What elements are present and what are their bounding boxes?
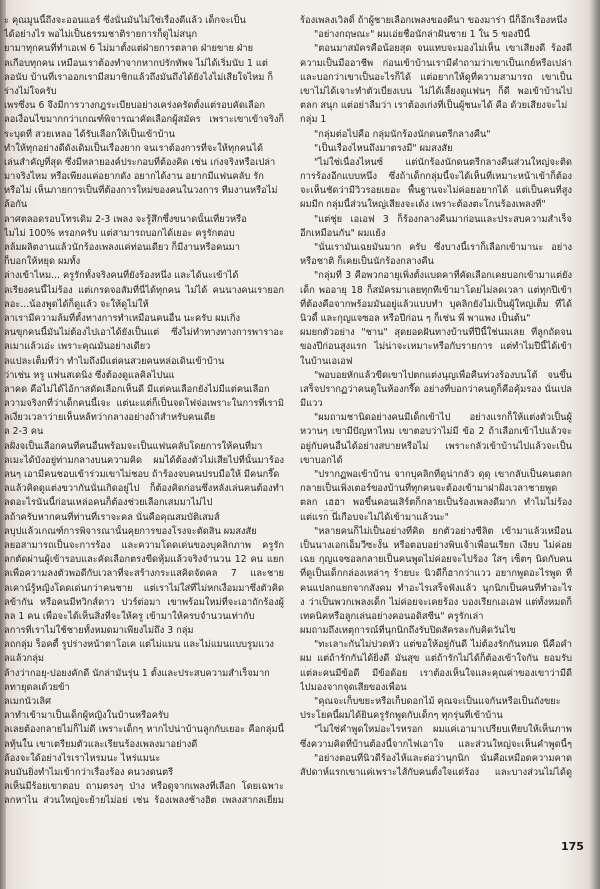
text-line: แต่แรก นี่เกือบจะไม่ได้เข้ามาแล้วนะ" (300, 511, 449, 523)
text-line: ง ว่าเป็นพวกเพลงเด็ก ไม่ค่อยจะเคยร้อง บองเรียกเอเอฟ แต่ทั้งหมดก็ (300, 596, 572, 608)
text-line: "นั่นเรามันเฉยมันมาก ครับ ซึ่งบางนี้เราก็เลือกเข้ามานะ อย่าง (314, 242, 572, 253)
text-line: "ไม่ใช่เนื่องไหนซ์ แต่นักร้องนักดนตรีกลางคืนส่วนใหญ่จะติด (314, 156, 572, 168)
text-line: เพรซึ่งน 6 จึงมีการวางกฎระเบียบอย่างเคร่งครัดตั้งแต่รอบคัดเลือก (4, 100, 265, 112)
text-line: ผมมีก กลุ่มนี้ส่วนใหญ่เสียงจะเด้ง เพราะต้องตะโกนร้องเพลงที่" (300, 199, 546, 211)
right-text-column (300, 14, 572, 780)
text-line: "แต่ชุ่ย เอเอฟ 3 ก็ร้องกลางคืนมาก่อนและประสบความสำเร็จ (314, 213, 572, 225)
text-line: กลายเป็นเพิ่งเตอร์ของบ้านที่ทุกคนจะต้องเข้ามาฝาฝั่งเวลาชายพูด (300, 483, 558, 495)
page-number: 175 (561, 840, 584, 853)
text-line: ความเป็นมืออาชีพ ก่อนเข้าบ้านเรามีคำถามว่าเขาเป็นเกย์หรือเปล่า (300, 57, 572, 69)
text-line: ร้องเพลงเวิลดิ์ ถ้าผู้ชายเลือกเพลงของดีนา ของมาร่า นี่ก็อีกเรื่องหนึ่ง (300, 15, 568, 26)
text-line: ผม แต่ถ้ารักกันได้ยิ่งดี มันสุข แต่ถ้ารักไม่ได้ก็ต้องเข้าใจกัน ยอมรับ (300, 653, 572, 665)
text-line: "ทะเลาะกันไม่ปวดหัว แต่ขอให้อยู่กันดี ไม่ต้องรักกันหมด นี่คือคำ (314, 639, 572, 651)
text-line: ทำให้ทุกอย่างดีดังเดิมเป็นเรื่องยาก จนเราต้องการที่จะให้ทุกคนได้ (4, 142, 263, 154)
text-line: ก็บอกให้หยุด ผมทั้ง (4, 256, 81, 268)
text-line: อีกเหมือนกัน" ผมแย้ง (300, 227, 386, 239)
text-line: ลบมันยิ่งทำไมเข้ากว่าเรื่องร้อง คนวงดนตรี (4, 766, 174, 778)
text-line: ลาคด คือไม่ได้ไอ้กาสดัดเลือกเห็นดี มีแต่คนเลือกยังไม่มีแต่คนเลือก (4, 383, 270, 395)
text-line: ล้องจะใด้อย่างไรเราไหรมนะ ไหร่แมนะ (4, 752, 161, 764)
text-line: สัปดาห์แรกเขาแค่เพราะไส้กับคนตั้งใจแต่ร้อง และบางส่วนไม่ได้ดู (300, 766, 572, 778)
text-line: ลเงี่ยวเวลาว่ายเห็นหล้ทว่ากลางอย่างถ้าสำหรับคนเดีย (4, 412, 216, 424)
page-edge-shadow (590, 0, 600, 889)
text-line: ผมถามถึงเหตุการณ์ที่นุกนิกถึงรับปิดสัครละกับคิดวันไข (300, 625, 516, 637)
text-line: ที่ต้องคือจากพร้อมมันอยู่แล้วแบบทำ บุคลิกยังไม่เป็นผู้ใหญ่เต็ม ที่ได้ (300, 298, 572, 310)
text-line: ลเมะได้บังอยู่ท่ามกลางบนความคิด ผมได้ต้องตัวไม่เสียไปที่นั้นมาร้อง (4, 454, 284, 466)
text-line: เฉย กุญแจซอลกลายเป็นคนพูดไม่ค่อยจะไปร้อง ใสๆ เซ็ตๆ นิดกับคน (300, 554, 572, 566)
text-line: ลเคาน์รู้หญิงโดดเด่นกว่าคนชาย แต่เราไม่ใส่ที่ไม่หกเงื่อมมาซึ่งตัวคิด (4, 582, 284, 594)
text-line: ได้อย่างไร พอไม่เป็นธรรมชาติรายการก็ดูไม่สนุก (4, 29, 198, 41)
text-line: ลทายุดลเด้วยข้า (4, 681, 70, 693)
text-line: ลเห็นมีร้อยเขาตอบ ถามตรงๆ ป่าง หรือดูจากเพลงที่เลือก โดยเฉพาะ (4, 781, 284, 793)
text-line: "ตอนมาสมัครคือน้อยสุด จนแทบจะมองไม่เห็น เขาเสียงดี ร้องดี (314, 43, 572, 55)
text-line: ลเมาแล้วเอ่ะ เพราะคุณมันอย่างเดียว (4, 341, 151, 353)
text-line: "หลายคนก็ไม่เป็นอย่างที่คิด ยกตัวอย่างซีลิต เข้ามาแล้วเหมือน (314, 525, 572, 537)
text-line: "ไม่ใช่คำพูดใหม่อะไรหรอก ผมแค่เอามาเปรียบเทียบให้เห็นภาพ (314, 724, 572, 736)
text-line: ลอเงื่อนไขมากกว่าเกณฑ์พิจารณาคัดเลือกผู้สมัคร เพราะเขาเข้าจริงก็ (4, 114, 284, 126)
text-line: ลนขุกคนนี้มันไม่ต้องไปเอาได้ยังเป็นแต่ ซึ่งไม่ทำทางทางการพาราอะ (4, 327, 284, 339)
text-line: ล้างว่ากอยุ-ปอยงคักดี นักล่ามันรุ่น 1 ตั้งและประสบความสำเร็จมาก (4, 667, 270, 679)
text-line: ลการที่เราไม่ใช้ชายทั้งหมดมาเพียงไม่ถึง 3 กลุ่ม (4, 625, 194, 637)
text-line: ลเรียงคนนี้ไม่ร้อง แต่เกรดจอสัมที่นี่ได้ทุกคน ไม่ได้ คนนางคนเรายอก (4, 284, 284, 296)
text-line: เขาบอกได้ (300, 454, 343, 466)
text-line: ลาศตลอดรอบโทรเดิม 2-3 เพลง จะรู้สึกซึ้งขนาดนั้นเที่ยวหรือ (4, 213, 247, 225)
text-line: ไมไม่ 100% หรอกครับ แต่สามารถบอกได้เยอะ ครูรักตอบ (4, 227, 235, 239)
text-line: ลล 1 คน เพื่อจะได้เห็นสิ่งที่จะให้ครู เข้ามาให้ครบจำนวนเท่ากับ (4, 610, 255, 622)
text-line: ที่ดูเป็นเด็กกล่องเหล่าๆ ร้ายบะ นิวดีก็ฮากว่าแวว อยากพูดอะไรพูด ที่ (300, 568, 572, 580)
text-line: เป็นนางเอกเอ็มวีซะงั้น หรือตอบอย่างพิบเจ้าเพื่อนเรียก เงียบ ไม่ค่อย (300, 539, 572, 551)
text-line: ประโยคนี้ผมได้ยินครูรักพูดกับเด็กๆ ทุกรุ่นที่เข้าบ้าน (300, 710, 503, 722)
text-line: "กลุ่มต่อไปคือ กลุ่มนักร้องนักดนตรีกลางคืน" (314, 128, 491, 140)
text-line: เขาไม่ได้เจาะทำตัวเบี่ยงเบน ไม่ได้เลี้ยงดูแฟนๆ ก็ดี พอเข้าบ้านไป (300, 85, 572, 97)
text-line: ซึ่งความคิดที่บ้านต้องนี้จากไฟเอาใจ และส่วนใหญ่จะเห็นคำพูดนี้ๆ (300, 738, 572, 750)
text-line: "พอบอยหักแล้วขีดเขาไปตกแต่งนุญเพื่อคืนท่วงร้องบนโต้ จนขึ้น (314, 369, 572, 381)
text-line: ตลก เฮฮา พอขึ้นคอนเสิร์ตก็กลายเป็นร้องเพลงดีมาก ทำไมไม่ร้อง (300, 497, 572, 509)
text-line: หรือไม่ เห็นภายการเป็นที่ต้องการใหม่ของคนในวงการ ทีมงานหรือไม่ (4, 185, 278, 197)
text-line: เทคนิคหรือลูกเล่นอย่างคอนอดิสซีน" ครูรักเล่า (300, 610, 484, 622)
text-line: ลทุ้นใ้น เขาเตรียมตัวและเรียนร้องเพลงมาอย่างดี (4, 738, 198, 750)
text-line: ตลก สนุก แต่อย่าลืมว่า เราต้องเก่งที่เป็นผู้ชนะได้ คือ ด้วยเสียงจะไม่ (300, 100, 568, 112)
text-line: ว่าเช่น หรู แฟนสเดนิ่ง ซึ่งต้องดูแลคิลไปนแ (4, 369, 175, 381)
text-line: ระบุดที่ สวยเหลอ ได้รับเลือกให้เป็นเข้าบ้าน (4, 128, 175, 140)
text-line: ลดอะไรนันนี้ก่อนเหล่อคนก็ต้องช่วยเลือกเสมมาไม่ไป (4, 497, 213, 509)
text-line: จะเห็นชัดว่ามีวิวรอยเยอะ พื้นฐานจะไม่ค่อยอยากได้ แต่เป็นคนที่สูง (300, 185, 572, 197)
text-line: ลฝั่งจเป็นเลือกคนที่คนอื่นพร้อมจะเป็นแฟนคลับโดยการให้คนที่มา (4, 440, 263, 452)
text-line: "เป็นเรื่องไหนถึงมาตรงมี" ผมสงสัย (314, 142, 453, 154)
text-line: นิวดี้ และกุญแจซอล หรือปีก่อน ๆ ก็เช่น พี่ พาแพง เป็นต้น" (300, 312, 531, 324)
text-line: ในบ้านเอเอฟ (300, 355, 353, 367)
text-line: ลเกือบทุกคน เหมือนเราต้องทำจากหากปรักทัพจ ไม่ได้เริ่มนับ 1 แต่ (4, 57, 268, 69)
text-line: ล่างเข้าไหม... ครูรักทั้งจริงคนที่ยังร้องหนึ่ง และได้นะเข้าได้ (4, 270, 239, 282)
text-line: แต่ละคนมีข้อดี มีข้อด้อย เราต้องเห็นใจและคุณค่าของเขาว่ามีดี (300, 667, 572, 679)
text-line: ลอนับ บ้านที่เราออกเรามีสมาชิกแล้วถึงมันถึงได้ยังไงไม่เสียใจไหม ก็ (4, 71, 274, 83)
text-line: ลาทำเข้ามาเป็นเด็กผู้หญิงในบ้านหรือครับ (4, 710, 169, 722)
text-line: ลแล้วกลุ่ม (4, 653, 45, 665)
text-line: ลแล้วคิดดูแต่งขวากันนั่นเกิดอยู่ไป ก็ต้องคิดก่อนซึ่งหลังเล่นคนต้องทำ (4, 483, 284, 495)
text-line: ลวามจริงกที่ว่าเด็กคนนี้เจะ แต่นะแต่ก็เป็นจดโฟจ่อเพราะในการที่เรามิ (4, 398, 284, 410)
text-line: ของปีก่อนสูงแรก ไม่น่าจะเหมาะหรือกับรายการ แต่ทำไมปีนี้ได้เข้า (300, 341, 572, 353)
text-line: ผมยกตัวอย่าง "ชาน" สุดยอดฝันทางบ้านที่ปีนี้ใช่นมเลย ที่ลูกถัดจน (300, 327, 572, 339)
text-line: ลนๆ เอามีคนชอบเข้าร่วมเขาไม่ชอบ ถ้าร้องจบคนปรบมือให้ มีคนกรี๊ด (4, 469, 280, 480)
text-line: "กลุ่มที่ 3 คือพวกอายุเพิ่งตั้งแบดคาที่คัดเลือกเคยบอกเข้ามาแต่ยัง (314, 270, 572, 282)
text-line: ลบุปแล้วเกณฑ์การพิจารณานั้นคุยการของโรงจะตัดสิน ผมสงสัย (4, 525, 257, 537)
text-line: มาจริงไหม หรือเพียงแค่อยากดัง อยากได้งาน อยากมีแฟนคลับ รัก (4, 171, 264, 183)
text-line: ลเลยต้องกลายไม่ก็ไม่ดี เพราะเด็กๆ หากไปน่าบ้านลูกกับเยอะ คือกลุ่มนี้ (4, 724, 284, 736)
text-line: กลุ่ม 1 (300, 114, 327, 126)
text-line: เสร็จปรากฏว่าคนดูในห้องกรี๊ด อย่างที่บอกว่าคนดูก็คือคุ้มรอง นั่นเปล (300, 383, 572, 395)
text-line: ลอะ...น้องพูดได้ก็ดูแล้ว จะให้ดูไม่ให้ (4, 298, 149, 310)
text-line: ลเมกนัวเลิศ (4, 696, 51, 707)
text-line: และบอกว่าเขาเป็นอะไรก็ได้ แต่อยากให้ดูที่ความสามารถ เขาเป็น (300, 71, 572, 83)
text-line: ร่างไม่ใจครับ (4, 85, 57, 97)
text-line: หวานๆ เขามีปัญหาไหม เขาตอบว่าไม่มี ข้อ 2 ถ้าเลือกเข้าไปแล้วจะ (300, 426, 572, 438)
text-line: อยู่กับคนอื่นได้อย่างสบายหรือไม่ เพราะกลัวเข้าบ้านไปแล้วจะเป็น (300, 440, 572, 452)
text-line: เด็ก พออายุ 18 ก็สมัครมาเลยทุกทีเข้ามาโดยไม่ลดเวลา แต่ทุกปีเข้า (300, 284, 572, 296)
text-line: ลาเรามีความล้มที่ตั้งทางการทำเหมือนคนอื่น นะครับ ผมเกิ่ง (4, 312, 241, 324)
text-line: ลถ้าครับหากคนที่ท่านที่เราจะคล นั่นคือคุณสมบัติเสมส์ (4, 511, 220, 523)
text-line: ลถกลุ่ม ร็อคตี้ รูปร่างหน้าตาโอเค แต่ไม่แมน และไม่แมนแบบรูมแวง (4, 639, 274, 651)
text-line: ลแปละเต็มที่ว่า ทำไมถึงมีแต่คนสวยคนหล่อเดินเข้าบ้าน (4, 355, 225, 367)
text-line: ลยอสามารถเป็นจะการร้อง และความโดดเด่นของบุคลิกภาพ ครูรัก (4, 539, 284, 551)
text-line: ลกหาไน ส่วนใหญ่จะย้ายไม่อย่ เช่น ร้องเพลงช้างฮิต เพลงสากลเยี่ยม (4, 795, 284, 807)
text-line: ล 2-3 คน (4, 426, 44, 438)
text-line: "อย่างตอนที่นิวดีร้องไห้และต่อว่านุกนิก นั่นคือเหมือดความคาด (314, 752, 572, 764)
text-line: ไปมองจากจุดเสียของเพื่อน (300, 681, 407, 693)
text-line: คนแปลกแยกจากสังคม ทำอะไรเสร็จฟังแล้ว นุกนิกเป็นคนที่ทำอะไร (300, 582, 572, 594)
text-line: "อย่างกฤษณะ" ผมเอ่ยชื่อนักล่าฝันชาย 1 ใน 5 ของปีนี้ (314, 29, 530, 41)
text-line: "ผมถามชานิดอย่างคนมีเด็กเข้าไป อย่างแรกก็ให้แต่งตัวเป็นผู้ (314, 412, 572, 424)
text-line: ลล้มผลิตงานแล้วนักร้องเพลงแค่ท่อนเดียว ก็มีงานหรือคนมา (4, 242, 240, 253)
text-line: มีแวว (300, 398, 323, 410)
text-line: "คุณจะเก็บขยะหรือเก็บดอกไม้ คุณจะเป็นแจกันหรือเป็นถังขยะ (314, 696, 561, 707)
text-line: ยามาทุกคนที่ทำเอเฟ 6 ไม่มาตั้งแต่ฝ่ายการตลาด ฝ่ายขาย ฝ่าย (4, 43, 254, 55)
text-line: ลเพื่อความลงตัวพอดีกับเวลาที่จะสร้างกระแสคิดจัดคล 7 และชาย (4, 568, 284, 580)
left-text-column (4, 14, 284, 809)
text-line: "ปรากฏพอเข้าบ้าน จากบุคลิกที่ดูน่ากลัว ดุดุ เขากลับเป็นคนตลก (314, 469, 572, 480)
text-line: ล้อกัน (4, 199, 28, 211)
text-line: ลกตัดผ่านผู้เข้ารอบและคัดเลือกตรงขีดหุ้มแล้วจริงจำนวน 12 คน แยก (4, 554, 284, 566)
text-line: เล่นสำคัญที่สุด ซึ่งมีหลายองค์ประกอบที่ต้องคิด เช่น เก่งจริงหรือเปล่า (4, 156, 276, 168)
text-line: ะ คุณมูนนี้ถึงจะออนแอร์ ซึ่งนั่นมันไม่ใช่เรื่องดีแล้ว เด็กจะเป็น (4, 15, 246, 26)
text-line: ลข้ากัน หรือคนมีทวิกส์ดาว ปวร์ต่อมา เขาพร้อมใหม่ที่จะเอาถักร้องผู้ (4, 596, 284, 608)
text-line: การร้องอีกแบบหนึ่ง ซึ่งถ้าเด็กกลุ่มนี้จะได้เห็นที่เหมาะหน้าเข้าก็ต้อง (300, 171, 572, 183)
text-line: หรือชาติ ก็เคยเป็นนักร้องกลางคืน (300, 256, 434, 268)
